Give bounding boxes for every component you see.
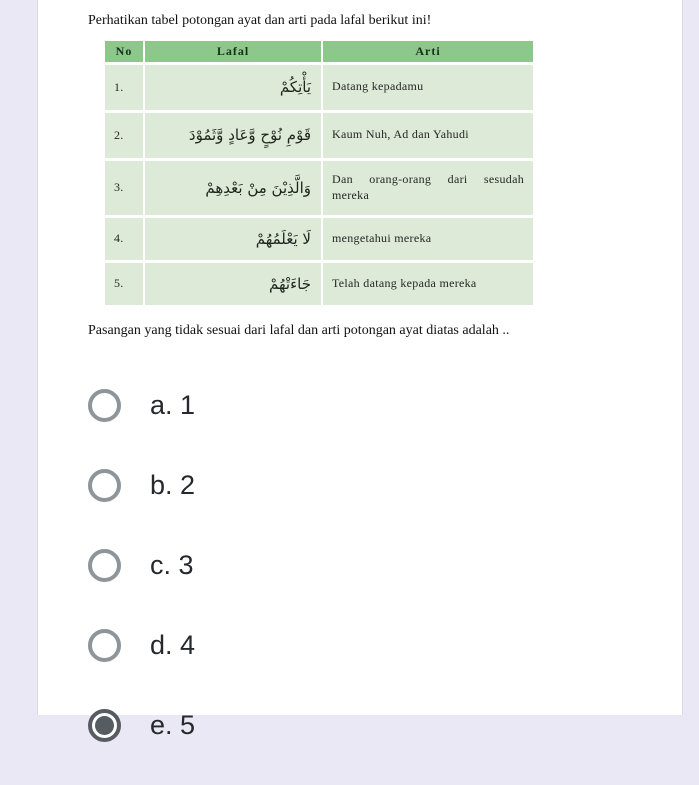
option-b[interactable] <box>88 445 662 525</box>
lafal-arabic: يَأْتِكُمْ <box>145 65 321 110</box>
row-number: 5. <box>105 263 143 305</box>
row-number: 4. <box>105 218 143 260</box>
lafal-arabic: قَوْمِ نُوْحٍ وَّعَادٍ وَّثَمُوْدَ <box>145 113 321 158</box>
radio-button-icon[interactable] <box>88 549 121 582</box>
table-header-row <box>105 41 533 62</box>
table-row <box>105 263 533 305</box>
question-content <box>38 0 682 785</box>
question-prompt-text: Pasangan yang tidak sesuai dari lafal dan arti potongan ayat diatas adalah .. <box>88 322 510 338</box>
row-number: 1. <box>105 65 143 110</box>
option-label[interactable]: d. 4 <box>150 629 196 660</box>
table-row <box>105 65 533 110</box>
radio-button-icon[interactable] <box>88 629 121 662</box>
arti-text: Telah datang kepada mereka <box>323 263 533 305</box>
option-label[interactable]: e. 5 <box>150 709 196 740</box>
ayat-table-image <box>103 38 662 308</box>
arti-text: Datang kepadamu <box>323 65 533 110</box>
question-intro-text: Perhatikan tabel potongan ayat dan arti pada lafal berikut ini! <box>88 13 432 28</box>
lafal-arabic: لَا يَعْلَمُهُمْ <box>145 218 321 260</box>
question-card <box>37 0 683 740</box>
option-label[interactable]: b. 2 <box>150 469 196 500</box>
radio-button-icon[interactable] <box>88 469 121 502</box>
row-number: 3. <box>105 161 143 215</box>
col-header-no: No <box>105 41 143 62</box>
radio-button-icon[interactable] <box>88 709 121 742</box>
option-d[interactable] <box>88 605 662 685</box>
radio-button-icon[interactable] <box>88 389 121 422</box>
option-a[interactable] <box>88 365 662 445</box>
row-number: 2. <box>105 113 143 158</box>
arti-text: Kaum Nuh, Ad dan Yahudi <box>323 113 533 158</box>
option-label[interactable]: c. 3 <box>150 549 194 580</box>
option-label[interactable]: a. 1 <box>150 389 196 420</box>
answer-options <box>88 365 662 765</box>
table-row <box>105 161 533 215</box>
col-header-lafal: Lafal <box>145 41 321 62</box>
lafal-arabic: وَالَّذِيْنَ مِنْ بَعْدِهِمْ <box>145 161 321 215</box>
lafal-arabic: جَاءَتْهُمْ <box>145 263 321 305</box>
option-e[interactable] <box>88 685 662 765</box>
option-c[interactable] <box>88 525 662 605</box>
ayat-table <box>103 38 535 308</box>
table-row <box>105 218 533 260</box>
arti-text: mengetahui mereka <box>323 218 533 260</box>
table-row <box>105 113 533 158</box>
col-header-arti: Arti <box>323 41 533 62</box>
arti-text: Dan orang-orang dari sesudah mereka <box>323 161 533 215</box>
